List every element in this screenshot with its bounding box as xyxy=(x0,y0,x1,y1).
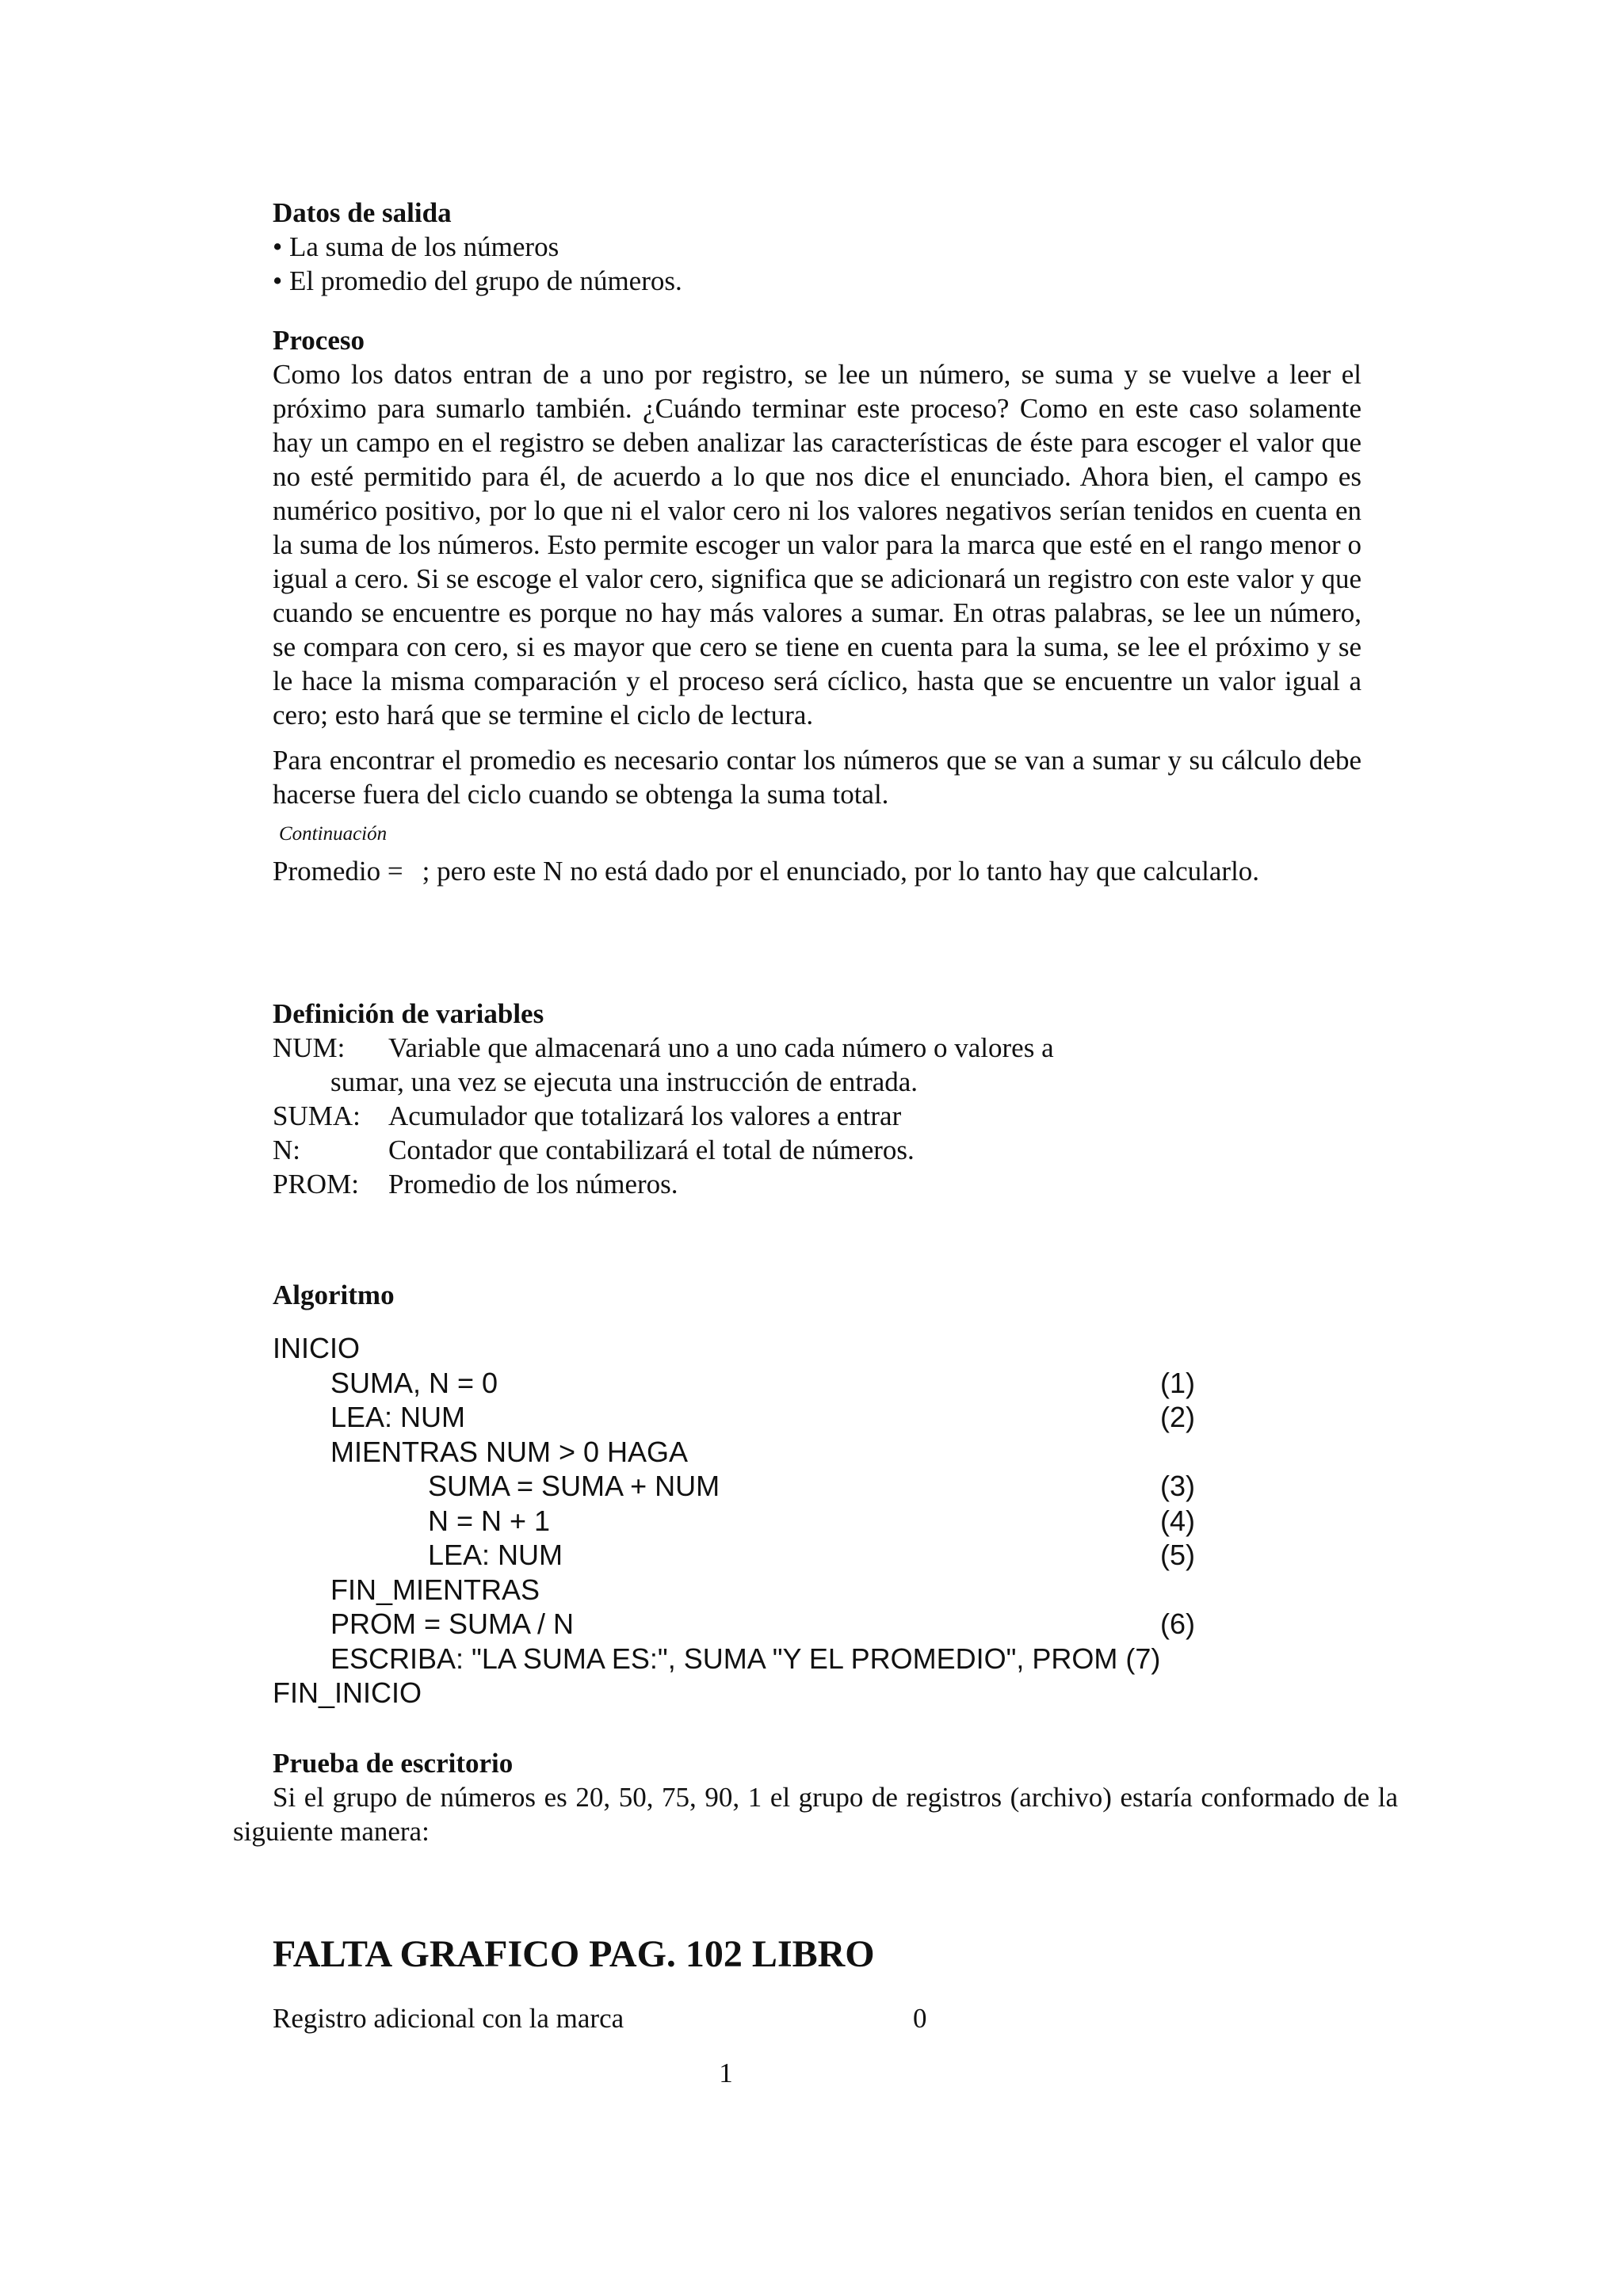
variables-section xyxy=(273,997,1361,1201)
algorithm-code xyxy=(273,1331,1224,1711)
process-paragraph-1: Como los datos entran de a uno por registro, se lee un número, se suma y se vuelve a leer el próximo para sumarlo también. ¿Cuándo terminar este proceso? Como en este caso solamente hay un campo en el registro se deben analizar las características de éste para escoger el valor que no esté permitido para él, de acuerdo a lo que nos dice el enunciado. Ahora bien, el campo es numérico positivo, por lo que ni el valor cero ni los valores negativos serían tenidos en cuenta en la suma de los números. Esto permite escoger un valor para la marca que esté en el rango menor o igual a cero. Si se escoge el valor cero, significa que se adicionará un registro con este valor y que cuando se encuentre es porque no hay más valores a sumar. En otras palabras, se lee un número, se compara con cero, si es mayor que cero se tiene en cuenta para la suma, se lee el próximo y se le hace la misma comparación y el proceso será cíclico, hasta que se encuentre un valor igual a cero; esto hará que se termine el ciclo de lectura. xyxy=(273,359,1361,730)
extra-record-value: 0 xyxy=(913,2003,927,2034)
output-item: • El promedio del grupo de números. xyxy=(273,265,682,296)
variables-heading: Definición de variables xyxy=(273,998,544,1029)
variable-row-continuation xyxy=(273,1065,1361,1099)
extra-record-label: Registro adicional con la marca xyxy=(273,2003,624,2034)
promedio-text: ; pero este N no está dado por el enunciado, por lo tanto hay que calcularlo. xyxy=(422,856,1260,887)
algorithm-heading: Algoritmo xyxy=(273,1280,395,1310)
output-heading: Datos de salida xyxy=(273,197,452,228)
variable-row xyxy=(273,1031,1361,1065)
step-number: (2) xyxy=(1160,1401,1195,1433)
variable-name: SUMA: xyxy=(273,1100,361,1131)
variable-description: Acumulador que totalizará los valores a entrar xyxy=(388,1100,902,1131)
page-number: 1 xyxy=(719,2058,733,2088)
code-text: ESCRIBA: "LA SUMA ES:", SUMA "Y EL PROMEDIO", PROM (7) xyxy=(330,1642,1161,1675)
continuation-label: Continuación xyxy=(279,823,388,845)
code-line xyxy=(273,1573,1224,1608)
code-text: SUMA = SUMA + NUM xyxy=(428,1470,720,1502)
variable-description: Variable que almacenará uno a uno cada número o valores a xyxy=(388,1032,1054,1063)
promedio-line xyxy=(273,854,1361,888)
process-section xyxy=(273,323,1361,888)
code-text: PROM = SUMA / N xyxy=(330,1608,575,1640)
output-data-section xyxy=(273,196,1361,298)
desk-test-paragraph: Si el grupo de números es 20, 50, 75, 90, 1 el grupo de registros (archivo) estaría conformado de la siguiente manera: xyxy=(233,1782,1398,1847)
code-text: INICIO xyxy=(273,1332,361,1364)
step-number: (3) xyxy=(1160,1470,1195,1502)
code-line xyxy=(273,1331,1224,1366)
code-line xyxy=(273,1435,1224,1470)
code-text: MIENTRAS NUM > 0 HAGA xyxy=(330,1435,689,1468)
code-line xyxy=(273,1642,1224,1676)
variable-name: N: xyxy=(273,1135,300,1165)
code-text: SUMA, N = 0 xyxy=(330,1366,498,1399)
missing-graphic-note: FALTA GRAFICO PAG. 102 LIBRO xyxy=(273,1933,875,1975)
output-item: • La suma de los números xyxy=(273,231,559,262)
code-text: LEA: NUM xyxy=(330,1401,466,1433)
code-line xyxy=(273,1469,1224,1504)
variable-row xyxy=(273,1099,1361,1133)
variable-description: Promedio de los números. xyxy=(388,1169,678,1199)
step-number: (5) xyxy=(1160,1539,1195,1571)
process-paragraph-2: Para encontrar el promedio es necesario contar los números que se van a sumar y su cálculo debe hacerse fuera del ciclo cuando se obtenga la suma total. xyxy=(273,745,1361,810)
code-line xyxy=(273,1676,1224,1711)
variable-row xyxy=(273,1167,1361,1201)
promedio-label: Promedio = xyxy=(273,856,403,887)
code-text: FIN_MIENTRAS xyxy=(330,1573,540,1606)
code-text: N = N + 1 xyxy=(428,1504,551,1537)
code-line xyxy=(273,1400,1224,1435)
step-number: (6) xyxy=(1160,1608,1195,1640)
code-line xyxy=(273,1504,1224,1539)
step-number: (4) xyxy=(1160,1504,1195,1537)
variable-name: NUM: xyxy=(273,1032,346,1063)
variable-name: PROM: xyxy=(273,1169,359,1199)
code-text: FIN_INICIO xyxy=(273,1676,422,1709)
code-line xyxy=(273,1366,1224,1401)
process-heading: Proceso xyxy=(273,325,365,356)
variable-row xyxy=(273,1133,1361,1167)
code-line xyxy=(273,1538,1224,1573)
desk-test-heading: Prueba de escritorio xyxy=(273,1748,514,1779)
variable-description: Contador que contabilizará el total de números. xyxy=(388,1135,915,1165)
variable-description: sumar, una vez se ejecuta una instrucción de entrada. xyxy=(330,1066,918,1097)
code-text: LEA: NUM xyxy=(428,1539,563,1571)
step-number: (1) xyxy=(1160,1366,1195,1399)
code-line xyxy=(273,1607,1224,1642)
